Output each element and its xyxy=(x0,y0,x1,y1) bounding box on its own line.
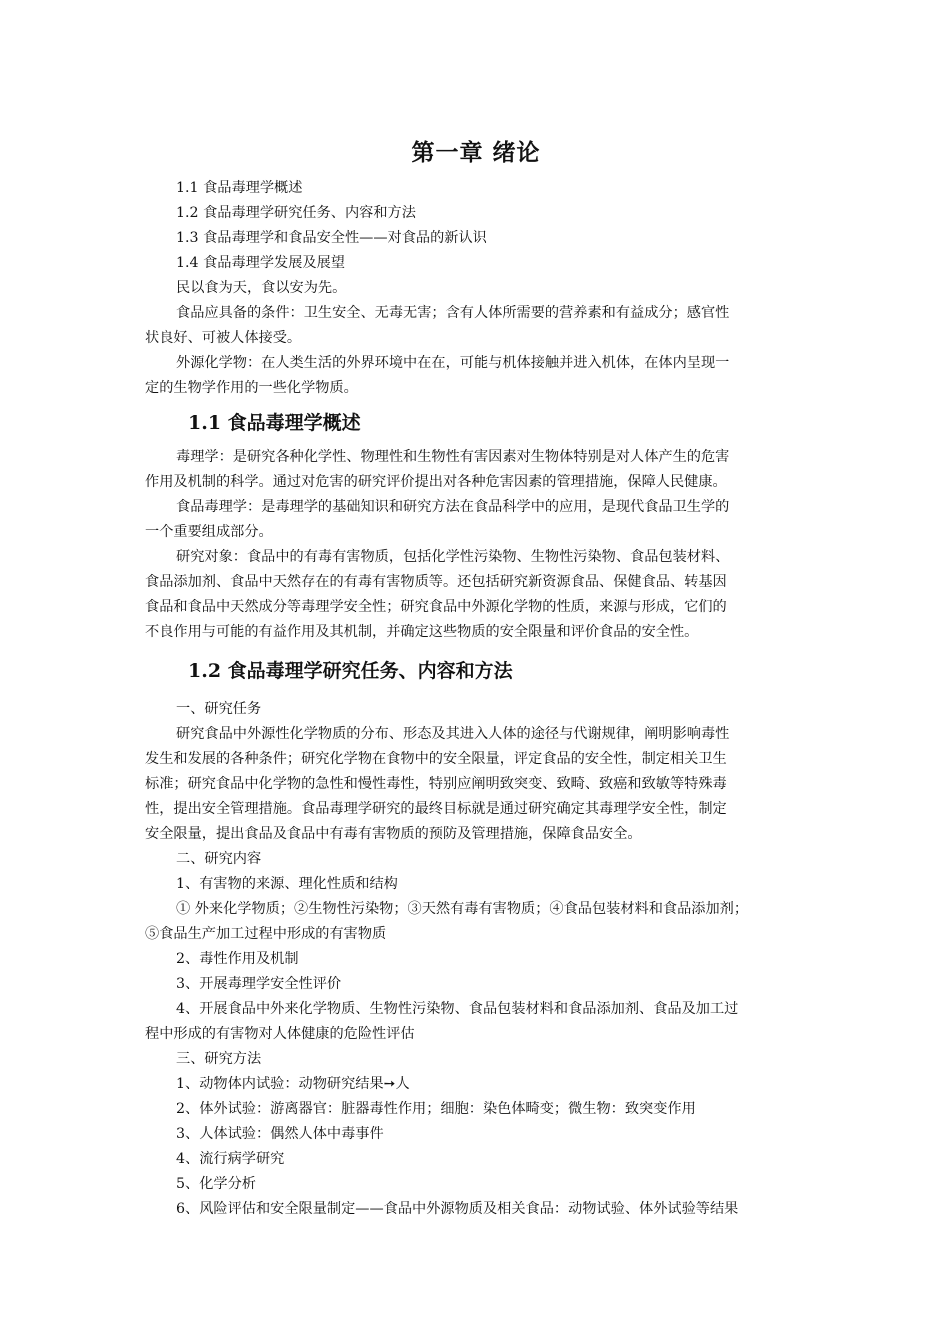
content-item-3: 3、开展毒理学安全性评价 xyxy=(176,976,342,992)
tasks-paragraph: 研究食品中外源性化学物质的分布、形态及其进入人体的途径与代谢规律，阐明影响毒性 发生和发展的各种条件；研究化学物在食物中的安全限量，评定食品的安全性，制定相关卫生 标准；研究食品中化学物的急性和慢性毒性，特别应阐明致突变、致畸、致癌和致敏等特殊毒 性，提出安全管理措施。食品毒理学研究的最终目标就是通过研究确定其毒理学安全性，制定 安全限量，提出食品及食品中有毒有害物质的预防及管理措施，保障食品安全。 xyxy=(145,726,730,842)
method-item: 6、风险评估和安全限量制定——食品中外源物质及相关食品：动物试验、体外试验等结果 xyxy=(176,1201,739,1217)
content-item-1-detail: ① 外来化学物质；②生物性污染物；③天然有毒有害物质；④食品包装材料和食品添加剂； ⑤食品生产加工过程中形成的有害物质 xyxy=(145,901,749,942)
section-heading-1-2: 1.2 食品毒理学研究任务、内容和方法 xyxy=(188,660,513,682)
toc-item: 1.2 食品毒理学研究任务、内容和方法 xyxy=(176,205,416,221)
methods-heading: 三、研究方法 xyxy=(176,1051,262,1067)
research-objects-paragraph: 研究对象：食品中的有毒有害物质，包括化学性污染物、生物性污染物、食品包装材料、 食品添加剂、食品中天然存在的有毒有害物质等。还包括研究新资源食品、保健食品、转基因 食品和食品中天然成分等毒理学安全性；研究食品中外源化学物的性质，来源与形成，它们的 不良作用与可能的有益作用及其机制，并确定这些物质的安全限量和评价食品的安全性。 xyxy=(145,549,730,640)
toc-item: 1.4 食品毒理学发展及展望 xyxy=(176,255,345,271)
motto: 民以食为天，食以安为先。 xyxy=(176,280,347,296)
food-toxicology-definition: 食品毒理学：是毒理学的基础知识和研究方法在食品科学中的应用，是现代食品卫生学的 一个重要组成部分。 xyxy=(145,499,730,540)
tasks-heading: 一、研究任务 xyxy=(176,701,262,717)
toc-item: 1.3 食品毒理学和食品安全性——对食品的新认识 xyxy=(176,230,487,246)
document-page xyxy=(145,130,807,1222)
method-item: 3、人体试验：偶然人体中毒事件 xyxy=(176,1126,384,1142)
method-item: 5、化学分析 xyxy=(176,1176,256,1192)
food-conditions-paragraph: 食品应具备的条件：卫生安全、无毒无害；含有人体所需要的营养素和有益成分；感官性 状良好、可被人体接受。 xyxy=(145,305,730,346)
method-item: 2、体外试验：游离器官：脏器毒性作用；细胞：染色体畸变；微生物：致突变作用 xyxy=(176,1101,696,1117)
chapter-title: 第一章 绪论 xyxy=(411,139,541,166)
toxicology-definition: 毒理学：是研究各种化学性、物理性和生物性有害因素对生物体特别是对人体产生的危害 作用及机制的科学。通过对危害的研究评价提出对各种危害因素的管理措施，保障人民健康。 xyxy=(145,449,730,490)
content-heading: 二、研究内容 xyxy=(176,851,262,867)
xenobiotics-paragraph: 外源化学物：在人类生活的外界环境中在在，可能与机体接触并进入机体，在体内呈现一 定的生物学作用的一些化学物质。 xyxy=(145,355,730,396)
table-of-contents xyxy=(145,176,807,276)
content-item-1: 1、有害物的来源、理化性质和结构 xyxy=(176,876,398,892)
method-item: 4、流行病学研究 xyxy=(176,1151,285,1167)
content-item-4: 4、开展食品中外来化学物质、生物性污染物、食品包装材料和食品添加剂、食品及加工过 程中形成的有害物对人体健康的危险性评估 xyxy=(145,1001,739,1042)
method-item: 1、动物体内试验：动物研究结果➙人 xyxy=(176,1076,410,1092)
content-item-2: 2、毒性作用及机制 xyxy=(176,951,299,967)
toc-item: 1.1 食品毒理学概述 xyxy=(176,180,303,196)
section-heading-1-1: 1.1 食品毒理学概述 xyxy=(188,412,361,434)
